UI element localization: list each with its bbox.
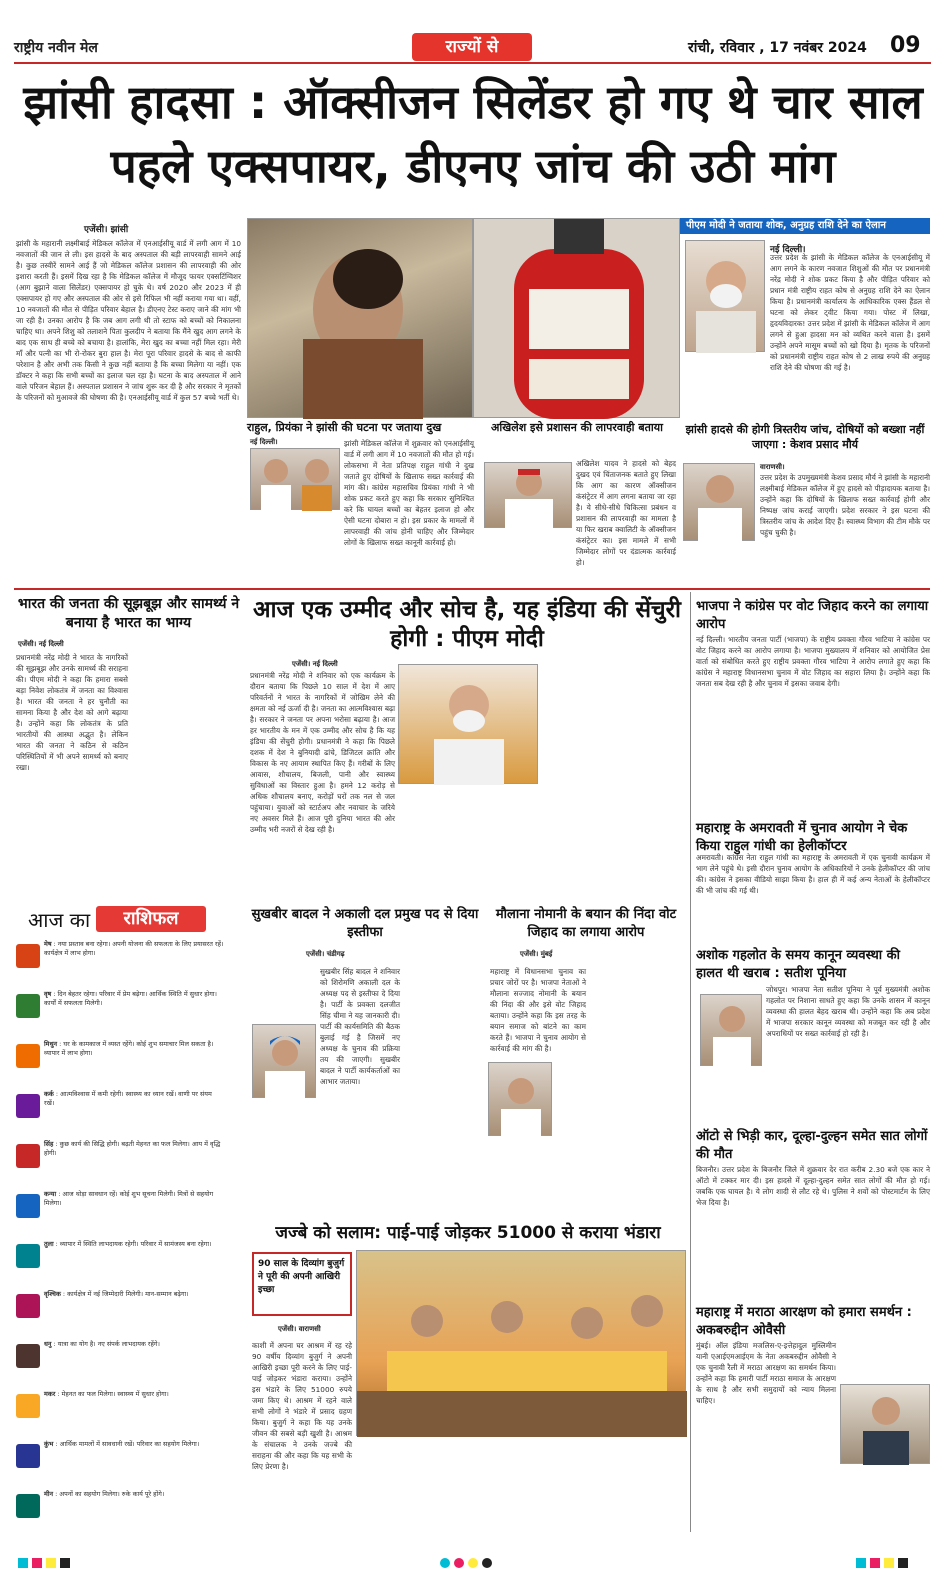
rashi-desc: आत्मविश्वास में कमी रहेगी। स्वास्थ्य का ध्यान रखें। वाणी पर संयम रखें। — [44, 1090, 212, 1107]
rashi-item — [16, 1390, 226, 1436]
rashi-desc: व्यापार में स्थिति लाभदायक रहेगी। परिवार में सामंजस्य बना रहेगा। — [59, 1240, 212, 1248]
sukhbir-body: सुखबीर सिंह बादल ने शनिवार को शिरोमणि अकाली दल के अध्यक्ष पद से इस्तीफा दे दिया है। पार्टी के प्रवक्ता दलजीत सिंह चीमा ने यह जानकारी दी। पार्टी की कार्यसमिति की बैठक बुलाई गई है जिसमें नए अध्यक्ष के चुनाव की प्रक्रिया तय की जाएगी। सुखबीर बादल ने पार्टी कार्यकर्ताओं का आभार जताया। — [320, 967, 400, 1086]
bhandara-body-cont3 — [576, 1440, 686, 1535]
zodiac-icon — [16, 1194, 40, 1218]
bjp-body: नई दिल्ली। भारतीय जनता पार्टी (भाजपा) के राष्ट्रीय प्रवक्ता गौरव भाटिया ने कांग्रेस पर वोट जिहाद करने का आरोप लगाया है। भाजपा मुख्यालय में शनिवार को आयोजित प्रेस वार्ता को संबोधित करते हुए राष्ट्रीय प्रवक्ता गौरव भाटिया ने आरोप लगाते हुए कहा कि कांग्रेस ने महाराष्ट्र विधानसभा चुनाव में वोट जिहाद का सहारा लिया है। उन्होंने कहा कि जनता सब देख रही है और चुनाव में इसका जवाब देगी। — [696, 635, 930, 688]
sukhbir-headline: सुखबीर बादल ने अकाली दल प्रमुख पद से दिया इस्तीफा — [251, 907, 479, 940]
rahul-body: झांसी मेडिकल कॉलेज में शुक्रवार को एनआईसीयू वार्ड में लगी आग में 10 नवजातों की मौत हो गई। लोकसभा में नेता प्रतिपक्ष राहुल गांधी ने दुख जताते हुए दोषियों के खिलाफ सख्त कार्रवाई की मांग की। कांग्रेस महासचिव प्रियंका गांधी ने भी शोक प्रकट करते हुए कहा कि सरकार सुनिश्चित करे कि घायल बच्चों का बेहतर इलाज हो और ऐसी घटना दोबारा न हो। इस प्रकार के मामलों में लापरवाही की जांच होनी चाहिए और जिम्मेदार लोगों के खिलाफ सख्त कानूनी कार्रवाई हो। — [344, 439, 474, 547]
rashi-item — [16, 1040, 226, 1086]
rashi-item — [16, 1140, 226, 1186]
dateline: रांची, रविवार , 17 नवंबर 2024 — [688, 40, 867, 56]
pm-box-label: पीएम मोदी ने जताया शोक, अनुग्रह राशि देने का ऐलान — [680, 218, 930, 234]
owaisi-headline: महाराष्ट्र में मराठा आरक्षण को हमारा समर्थन : अकबरुद्दीन ओवैसी — [696, 1305, 912, 1338]
rashi-item — [16, 1190, 226, 1236]
heli-headline: महाराष्ट्र के अमरावती में चुनाव आयोग ने चेक किया राहुल गांधी का हेलीकॉप्टर — [696, 821, 908, 854]
zodiac-icon — [16, 1294, 40, 1318]
zodiac-icon — [16, 1044, 40, 1068]
heli-body: अमरावती। कांग्रेस नेता राहुल गांधी का महाराष्ट्र के अमरावती में एक चुनावी कार्यक्रम में भाग लेने पहुंचे थे। इसी दौरान चुनाव आयोग के अधिकारियों ने उनके हेलीकॉप्टर की जांच की। कांग्रेस ने इसका वीडियो साझा किया है। हाल ही में कई अन्य नेताओं के हेलीकॉप्टर की भी जांच की गई थी। — [696, 853, 930, 895]
rashi-text: कर्क : आत्मविश्वास में कमी रहेगी। स्वास्थ्य का ध्यान रखें। वाणी पर संयम रखें। — [44, 1090, 212, 1107]
rashi-item — [16, 1340, 226, 1386]
zodiac-icon — [16, 1344, 40, 1368]
rashi-text: वृष : दिन बेहतर रहेगा। परिवार में प्रेम बढ़ेगा। आर्थिक स्थिति में सुधार होगा। कार्यों में सफलता मिलेगी। — [44, 990, 217, 1007]
section-tag: राज्यों से — [412, 33, 532, 61]
rashifal-list — [16, 940, 244, 1540]
rashi-text: धनु : यात्रा का योग है। नए संपर्क लाभदायक रहेंगे। — [44, 1340, 160, 1348]
rashi-name: वृश्चिक — [44, 1290, 61, 1298]
rashi-text: कन्या : आज थोड़ा सावधान रहें। कोई शुभ सूचना मिलेगी। मित्रों से सहयोग मिलेगा। — [44, 1190, 214, 1207]
color-bar-mid — [440, 1553, 496, 1563]
akhilesh-body-cont — [484, 540, 676, 582]
modi-byline: एजेंसी। नई दिल्ली — [292, 660, 338, 668]
nomani-headline: मौलाना नोमानी के बयान की निंदा वोट जिहाद का लगाया आरोप — [495, 907, 677, 940]
pm-box-body: उत्तर प्रदेश के झांसी के मेडिकल कॉलेज के एनआईसीयू में आग लगने के कारण नवजात शिशुओं की मौत पर प्रधानमंत्री नरेंद्र मोदी ने शोक प्रकट किया है और पीड़ित परिवार को प्रधान मंत्री राष्ट्रीय राहत कोष से अनुग्रह राशि देने का ऐलान किया है। प्रधानमंत्री कार्यालय के आधिकारिक एक्स हैंडल से घटना को लेकर ट्वीट किया गया। पोस्ट में लिखा, हृदयविदारक! उत्तर प्रदेश में झांसी के मेडिकल कॉलेज में आग लगने से हुआ हादसा मन को व्यथित करने वाला है। इसमें उन्होंने अपने मासूम बच्चों को खो दिया है। मृतक के परिजनों को प्रधानमंत्री राष्ट्रीय राहत कोष से 2 लाख रुपये की अनुग्रह राशि देने की घोषणा की गई है। — [770, 253, 930, 372]
auto-headline: ऑटो से भिड़ी कार, दूल्हा-दुल्हन समेत सात लोगों की मौत — [696, 1129, 928, 1162]
rashi-name: मकर — [44, 1390, 56, 1398]
rashi-item — [16, 1490, 226, 1536]
column-divider — [690, 592, 691, 1532]
bhandara-body-cont — [356, 1440, 462, 1535]
bjp-headline: भाजपा ने कांग्रेस पर वोट जिहाद करने का लगाया आरोप — [696, 599, 929, 632]
bhandara-photo — [356, 1250, 686, 1436]
expired-extinguisher-photo — [473, 218, 680, 418]
rashi-text: मिथुन : घर के कामकाज में व्यस्त रहेंगे। कोई शुभ समाचार मिल सकता है। व्यापार में लाभ होगा। — [44, 1040, 214, 1057]
modi-body: प्रधानमंत्री नरेंद्र मोदी ने शनिवार को एक कार्यक्रम के दौरान बताया कि पिछले 10 साल में देश में आए परिवर्तनों ने भारत के नागरिकों में जोखिम लेने की क्षमता को नई ऊर्जा दी है। जनता का आत्मविश्वास बढ़ा है। सरकार ने जनता पर अपना भरोसा बढ़ाया है। आज हर भारतीय के मन में एक उम्मीद और सोच है कि यह इंडिया की सेंचुरी होगी। प्रधानमंत्री ने कहा कि पिछले दशक में देश ने बुनियादी ढांचे, डिजिटल क्रांति और विकास के नए आयाम स्थापित किए हैं। गरीबों के लिए आवास, शौचालय, बिजली, पानी और स्वास्थ्य सुविधाओं का विस्तार हुआ है। हमने 12 करोड़ से अधिक शौचालय बनाए, करोड़ों घरों तक नल से जल पहुंचाया। युवाओं को स्टार्टअप और नवाचार के जरिये नए अवसर मिले हैं। आज पूरी दुनिया भारत की ओर उम्मीद भरी नजरों से देख रही है। — [250, 671, 395, 834]
rashi-item — [16, 1440, 226, 1486]
sujhbujh-headline: भारत की जनता की सूझबूझ और सामर्थ्य ने बनाया है भारत का भाग्य — [17, 596, 240, 631]
nomani-byline: एजेंसी। मुंबई — [520, 950, 553, 958]
color-bar-left — [18, 1553, 74, 1563]
keshav-headline: झांसी हादसे की होगी त्रिस्तरीय जांच, दोषियों को बख्शा नहीं जाएगा : केशव प्रसाद मौर्य — [685, 423, 925, 451]
modi-headline: आज एक उम्मीद और सोच है, यह इंडिया की सेंचुरी होगी : पीएम मोदी — [253, 597, 681, 652]
rashi-desc: मेहनत का फल मिलेगा। स्वास्थ्य में सुधार होगा। — [61, 1390, 169, 1398]
modi-body-cont2 — [542, 664, 682, 902]
bhandara-body: काशी में अपना घर आश्रम में रह रहे 90 वर्षीय दिव्यांग बुजुर्ग ने अपनी आखिरी इच्छा पूरी करने के लिए पाई-पाई जोड़कर भंडारा कराया। उन्होंने इस भंडारे के लिए 51000 रुपये जमा किए थे। आश्रम में रहने वाले सभी लोगों ने भंडारे में प्रसाद ग्रहण किया। बुजुर्ग ने कहा कि यह उनके जीवन की सबसे बड़ी खुशी है। आश्रम के संचालक ने उनके जज्बे की सराहना की और कहा कि यह सभी के लिए प्रेरणा है। — [252, 1341, 352, 1471]
rashi-item — [16, 1240, 226, 1286]
lead-body: झांसी के महारानी लक्ष्मीबाई मेडिकल कॉलेज में एनआईसीयू वार्ड में लगी आग में 10 नवजातों की जान ले ली। इस हादसे के बाद अस्पताल की बड़ी लापरवाही सामने आई है। कुछ तस्वीरें सामने आई हैं जो मेडिकल कॉलेज प्रशासन की लापरवाही की ओर इशारा करती हैं। इसमें दिख रहा है कि मेडिकल कॉलेज में मौजूद फायर एक्सटिंग्विशर (आग बुझाने वाला सिलेंडर) एक्सपायर हो चुके थे। वर्ष 2020 और 2023 में ही एक्सपायर हो गए और अस्पताल की ओर से इसे रिफिल भी नहीं कराया गया था। वहीं, 10 नवजातों की मौत से पीड़ित परिवार बेहाल है। डीएनए टेस्ट कराए जाने की मांग भी जा रही है। उनका आरोप है कि जब आग लगी थी तो स्टाफ को बच्चों को निकालना चाहिए था। अपने शिशु को तलाशने पिता कुलदीप ने बताया कि मैंने खुद आग लगने के बाद एक साथ ही बच्चे को बचाया है। हालांकि, मेरा खुद का बच्चा नहीं मिल रहा। मेरी माँ और पत्नी का भी रो-रोकर बुरा हाल है। मेरा पूरा परिवार हादसे के बाद से काफी परेशान है और अभी तक किसी ने कुछ नहीं बताया है कि बच्चा मिलेगा या नहीं। एक डॉक्टर ने कहा कि सभी बच्चों का इलाज चल रहा है। घटना के बाद अस्पताल में आने वाले परिजन बेहाल हैं। अस्पताल प्रशासन ने जांच शुरू कर दी है और सरकार ने मृतकों के परिजनों को मुआवजे की घोषणा की है। एनआईसीयू वार्ड में कुल 57 बच्चे भर्ती थे। — [16, 239, 241, 402]
modi-body-cont — [398, 788, 538, 902]
zodiac-icon — [16, 1144, 40, 1168]
rashi-desc: कुछ कार्य की सिद्धि होगी। बढ़ती मेहनत का फल मिलेगा। आय में वृद्धि होगी। — [44, 1140, 221, 1157]
grieving-mother-photo — [247, 218, 473, 418]
rashi-desc: नया प्रस्ताव बना रहेगा। अपनी योजना की सफलता के लिए प्रयासरत रहें। कार्यक्षेत्र में लाभ होगा। — [44, 940, 224, 957]
rashi-desc: आर्थिक मामलों में सावधानी रखें। परिवार का सहयोग मिलेगा। — [59, 1440, 200, 1448]
akhilesh-photo — [484, 462, 572, 528]
rashi-text: सिंह : कुछ कार्य की सिद्धि होगी। बढ़ती मेहनत का फल मिलेगा। आय में वृद्धि होगी। — [44, 1140, 221, 1157]
rashi-desc: कार्यक्षेत्र में नई जिम्मेदारी मिलेगी। मान-सम्मान बढ़ेगा। — [67, 1290, 189, 1298]
rahul-headline: राहुल, प्रियंका ने झांसी की घटना पर जताया दुख — [247, 421, 442, 434]
rashi-item — [16, 1290, 226, 1336]
sukhbir-body-cont — [252, 1100, 400, 1210]
nomani-body-cont — [590, 966, 686, 1210]
bhandara-body-cont2 — [466, 1440, 572, 1535]
rashi-desc: दिन बेहतर रहेगा। परिवार में प्रेम बढ़ेगा। आर्थिक स्थिति में सुधार होगा। कार्यों में सफलता मिलेगी। — [44, 990, 217, 1007]
section-rule — [14, 588, 930, 590]
rashi-item — [16, 990, 226, 1036]
zodiac-icon — [16, 1244, 40, 1268]
zodiac-icon — [16, 994, 40, 1018]
rahul-byline: नई दिल्ली। — [250, 438, 278, 446]
rashi-text: वृश्चिक : कार्यक्षेत्र में नई जिम्मेदारी मिलेगी। मान-सम्मान बढ़ेगा। — [44, 1290, 189, 1298]
rashifal-prefix: आज का — [28, 908, 91, 932]
punia-photo — [700, 994, 762, 1066]
gehlot-body-cont — [696, 1070, 930, 1122]
color-bar-right — [856, 1553, 912, 1563]
gehlot-headline: अशोक गहलोत के समय कानून व्यवस्था की हालत थी खराब : सतीश पूनिया — [696, 948, 900, 981]
rashi-desc: घर के कामकाज में व्यस्त रहेंगे। कोई शुभ समाचार मिल सकता है। व्यापार में लाभ होगा। — [44, 1040, 214, 1057]
nomani-body: महाराष्ट्र में विधानसभा चुनाव का प्रचार जोरों पर है। भाजपा नेताओं ने मौलाना सज्जाद नोमानी के बयान की निंदा की और इसे वोट जिहाद बताया। उन्होंने कहा कि इस तरह के बयान समाज को बांटने का काम करते हैं। भाजपा ने चुनाव आयोग से कार्रवाई की मांग की है। — [490, 967, 586, 1053]
sujhbujh-byline: एजेंसी। नई दिल्ली — [18, 640, 64, 648]
nomani-photo — [488, 1062, 552, 1136]
auto-body: बिजनौर। उत्तर प्रदेश के बिजनौर जिले में शुक्रवार देर रात करीब 2.30 बजे एक कार ने ऑटो में टक्कर मार दी। इस हादसे में दूल्हा-दुल्हन समेत सात लोगों की मौत हो गई। जबकि एक घायल है। ये लोग शादी से लौट रहे थे। पुलिस ने शवों को पोस्टमार्टम के लिए भेज दिया है। — [696, 1165, 930, 1207]
keshav-body-cont — [683, 545, 930, 583]
rashi-name: मेष — [44, 940, 52, 948]
pm-box-body-cont — [685, 355, 930, 415]
rashi-name: वृष — [44, 990, 52, 998]
sukhbir-byline: एजेंसी। चंडीगढ़ — [306, 950, 345, 958]
zodiac-icon — [16, 1444, 40, 1468]
lead-headline: झांसी हादसा : ऑक्सीजन सिलेंडर हो गए थे चार साल पहले एक्सपायर, डीएनए जांच की उठी मांग — [23, 75, 923, 193]
bhandara-box: 90 साल के दिव्यांग बुजुर्ग ने पूरी की अपनी आखिरी इच्छा — [252, 1252, 352, 1316]
sukhbir-photo — [252, 1024, 316, 1098]
rashi-name: कुंभ — [44, 1440, 54, 1448]
rashi-name: मिथुन — [44, 1040, 58, 1048]
rashi-text: तुला : व्यापार में स्थिति लाभदायक रहेगी। परिवार में सामंजस्य बना रहेगा। — [44, 1240, 212, 1248]
masthead: राष्ट्रीय नवीन मेल — [14, 40, 98, 56]
gehlot-body: जोधपुर। भाजपा नेता सतीश पूनिया ने पूर्व मुख्यमंत्री अशोक गहलोत पर निशाना साधते हुए कहा कि उनके शासन में कानून व्यवस्था की हालत बेहद खराब थी। उन्होंने कहा कि अब प्रदेश में भाजपा सरकार कानून व्यवस्था को मजबूत कर रही है और अपराधियों पर सख्त कार्रवाई हो रही है। — [766, 985, 930, 1038]
rashi-text: मकर : मेहनत का फल मिलेगा। स्वास्थ्य में सुधार होगा। — [44, 1390, 169, 1398]
rashi-text: कुंभ : आर्थिक मामलों में सावधानी रखें। परिवार का सहयोग मिलेगा। — [44, 1440, 200, 1448]
bhandara-headline: जज्बे को सलाम: पाई-पाई जोड़कर 51000 से कराया भंडारा — [275, 1223, 661, 1243]
rashifal-title: राशिफल — [96, 906, 206, 932]
rahul-body-cont — [250, 518, 475, 580]
sujhbujh-body-cont — [132, 640, 244, 892]
bhandara-byline: एजेंसी। वाराणसी — [278, 1325, 321, 1333]
pm-box-byline: नई दिल्ली। — [770, 245, 806, 255]
keshav-photo — [683, 463, 755, 541]
akhilesh-headline: अखिलेश इसे प्रशासन की लापरवाही बताया — [491, 421, 663, 434]
akhilesh-body: अखिलेश यादव ने हादसे को बेहद दुखद एवं चिंताजनक बताते हुए लिखा कि आग का कारण ऑक्सीजन कंसंट्रेटर में आग लगना बताया जा रहा है। ये सीधे-सीधे चिकित्सा प्रबंधन व प्रशासन की लापरवाही का मामला है या फिर खराब क्वालिटी के ऑक्सीजन कंसंट्रेटर का। इस मामले में सभी जिम्मेदार लोगों पर दंडात्मक कार्रवाई हो। — [576, 459, 676, 567]
modi-photo — [398, 664, 538, 784]
keshav-byline: वाराणसी। — [760, 463, 785, 471]
zodiac-icon — [16, 1494, 40, 1518]
rahul-priyanka-photo — [250, 448, 340, 510]
rashifal-box — [16, 904, 244, 1544]
rashi-text: मेष : नया प्रस्ताव बना रहेगा। अपनी योजना की सफलता के लिए प्रयासरत रहें। कार्यक्षेत्र में लाभ होगा। — [44, 940, 224, 957]
rashi-name: धनु — [44, 1340, 52, 1348]
zodiac-icon — [16, 944, 40, 968]
owaisi-body-cont — [840, 1468, 930, 1530]
rashi-name: तुला — [44, 1240, 54, 1248]
owaisi-body: मुंबई। ऑल इंडिया मजलिस-ए-इत्तेहादुल मुस्लिमीन यानी एआईएमआईएम के नेता अकबरुद्दीन ओवैसी ने एक चुनावी रैली में मराठा आरक्षण का समर्थन किया। उन्होंने कहा कि हमारी पार्टी मराठा समाज के आरक्षण के साथ है और सभी समुदायों को न्याय मिलना चाहिए। — [696, 1341, 836, 1405]
lead-byline: एजेंसी। झांसी — [84, 225, 129, 235]
rashi-desc: यात्रा का योग है। नए संपर्क लाभदायक रहेंगे। — [57, 1340, 160, 1348]
rashi-text: मीन : अपनों का सहयोग मिलेगा। रुके कार्य पूरे होंगे। — [44, 1490, 165, 1498]
rashi-name: कन्या — [44, 1190, 57, 1198]
rashi-desc: अपनों का सहयोग मिलेगा। रुके कार्य पूरे होंगे। — [59, 1490, 165, 1498]
zodiac-icon — [16, 1094, 40, 1118]
owaisi-photo — [840, 1384, 930, 1464]
rashi-item — [16, 1090, 226, 1136]
sujhbujh-body: प्रधानमंत्री नरेंद्र मोदी ने भारत के नागरिकों की सूझबूझ और उनके सामर्थ्य की सराहना की। पीएम मोदी ने कहा कि हमारा सबसे बड़ा निवेश लोकतंत्र में जनता का विश्वास है। भारत की जनता ने हर चुनौती का सामना किया है और देश को आगे बढ़ाया है। उन्होंने कहा कि लोकतंत्र के प्रति भारतीयों की आस्था अद्भुत है। लेकिन भारत की जनता ने कठिन से कठिन परिस्थितियों में भी अपने सामर्थ्य को बनाए रखा। — [16, 653, 128, 772]
rashi-name: कर्क — [44, 1090, 54, 1098]
keshav-body: उत्तर प्रदेश के उपमुख्यमंत्री केशव प्रसाद मौर्य ने झांसी के महारानी लक्ष्मीबाई मेडिकल कॉलेज में हुए हादसे को पीड़ादायक बताया है। उन्होंने कहा कि दोषियों के खिलाफ सख्त कार्रवाई होगी और निष्पक्ष जांच कराई जाएगी। प्रदेश सरकार ने इस घटना की त्रिस्तरीय जांच के आदेश दिए हैं। स्वास्थ्य विभाग की टीम मौके पर पहुंच चुकी है। — [760, 473, 930, 537]
sukhbir-body-cont2 — [404, 966, 480, 1210]
rashi-name: सिंह — [44, 1140, 54, 1148]
rashi-name: मीन — [44, 1490, 54, 1498]
pm-modi-photo — [685, 240, 765, 352]
rashi-desc: आज थोड़ा सावधान रहें। कोई शुभ सूचना मिलेगी। मित्रों से सहयोग मिलेगा। — [44, 1190, 214, 1207]
page-number: 09 — [890, 33, 921, 58]
rashi-item — [16, 940, 226, 986]
zodiac-icon — [16, 1394, 40, 1418]
